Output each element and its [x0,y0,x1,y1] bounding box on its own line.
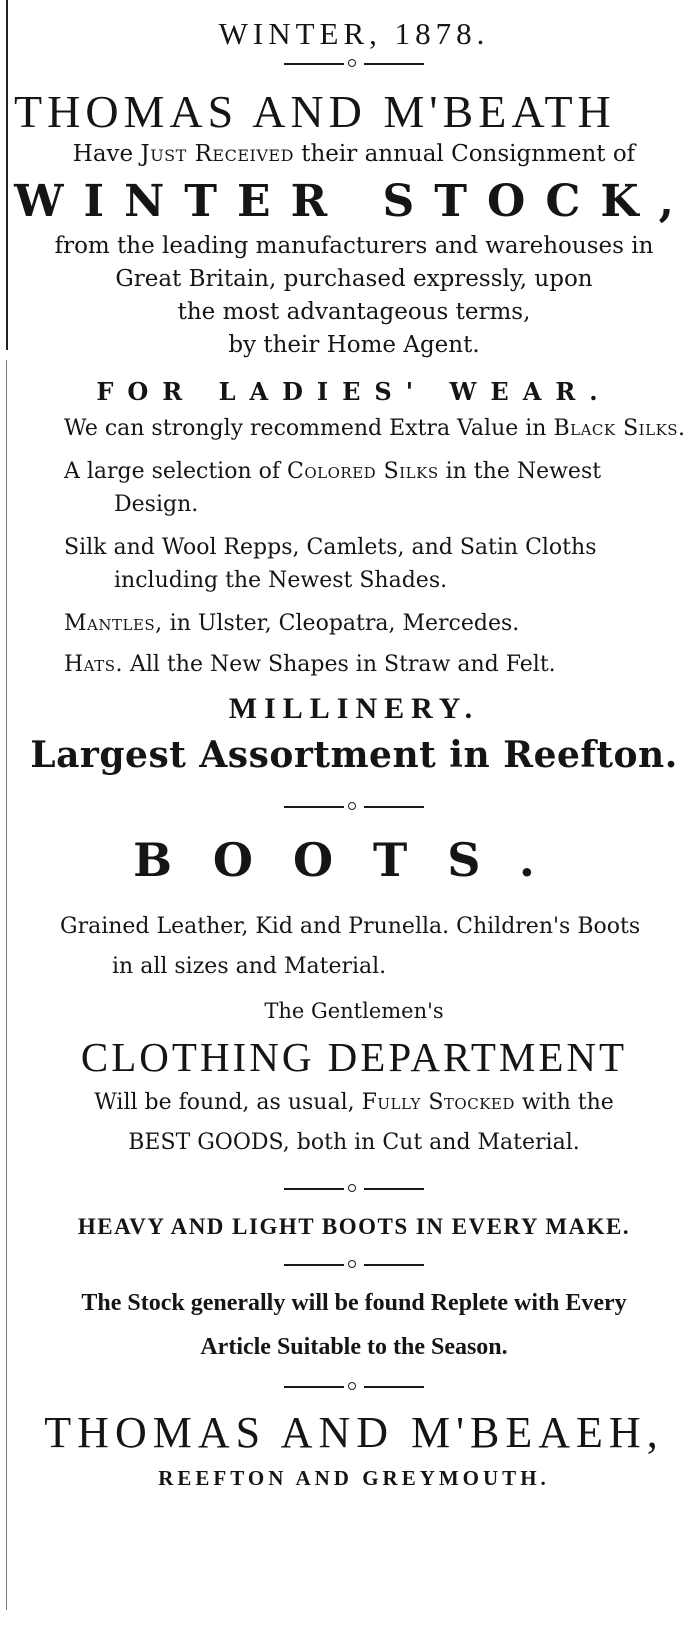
description-line: by their Home Agent. [228,332,480,358]
boots-description [14,907,694,987]
ornament-separator [284,799,424,815]
ornament-separator [284,56,424,72]
item-small-caps: Mantles, [64,611,163,636]
millinery-tagline: Largest Assortment in Reefton. [30,734,678,776]
stock-general-line: Article Suitable to the Season. [200,1334,508,1360]
intro-line [14,138,694,170]
list-item [64,455,690,521]
item-small-caps: Black Silks. [553,416,686,441]
boots-line: Grained Leather, Kid and Prunella. Children's Boots [60,914,641,939]
item-text: in Ulster, Cleopatra, Mercedes. [169,611,520,636]
clothing-text: with the [521,1090,614,1115]
clothing-line: BEST GOODS, both in Cut and Material. [128,1130,580,1155]
clothing-department-heading: CLOTHING DEPARTMENT [80,1034,628,1080]
item-small-caps: Colored Silks [287,459,439,484]
column-rule [6,0,8,350]
footer-locations: REEFTON AND GREYMOUTH. [158,1466,550,1490]
list-item [64,412,690,445]
firm-name-heading: THOMAS AND M'BEATH [14,86,616,137]
description-line: Great Britain, purchased expressly, upon [115,266,593,292]
description-line: the most advantageous terms, [177,299,531,325]
ornament-separator [284,1379,424,1395]
ornament-separator [284,1181,424,1197]
ornament-separator [284,1257,424,1273]
winter-stock-heading: WINTER STOCK, [14,176,694,227]
item-text: All the New Shapes in Straw and Felt. [129,652,556,677]
item-small-caps: Hats. [64,652,123,677]
description-line: from the leading manufacturers and warehouses in [54,233,654,259]
ladies-wear-list [14,412,694,681]
list-item [64,607,690,640]
intro-end: their annual Consignment of [301,141,636,167]
list-item [64,648,690,681]
stock-general-line: The Stock generally will be found Replete with Every [81,1290,627,1316]
item-text: A large selection of [64,459,281,484]
ladies-wear-heading: FOR LADIES' WEAR. [96,377,612,406]
intro-start: Have [72,141,134,167]
item-text: We can strongly recommend Extra Value in [64,416,547,441]
gentlemens-intro: The Gentlemen's [264,999,444,1023]
description-block [14,230,694,362]
boots-line: in all sizes and Material. [112,954,387,979]
boots-heading: BOOTS. [133,833,575,887]
column-rule-lower [6,360,7,1610]
intro-small-caps: Just Received [140,141,294,167]
list-item [64,531,690,597]
item-text: Silk and Wool Repps, Camlets, and Satin Cloths including the Newest Shades. [64,535,597,593]
clothing-text: Will be found, as usual, [94,1090,355,1115]
footer-firm-name: THOMAS AND M'BEAEH, [44,1408,664,1457]
stock-general-block [14,1281,694,1369]
boots-every-make: HEAVY AND LIGHT BOOTS IN EVERY MAKE. [77,1214,631,1239]
item-text: in the Newest Design. [114,459,602,517]
millinery-heading: MILLINERY. [228,692,480,725]
clothing-line [14,1083,694,1123]
clothing-small-caps: Fully Stocked [361,1090,515,1115]
clothing-description [14,1083,694,1163]
season-heading: WINTER, 1878. [218,16,490,51]
